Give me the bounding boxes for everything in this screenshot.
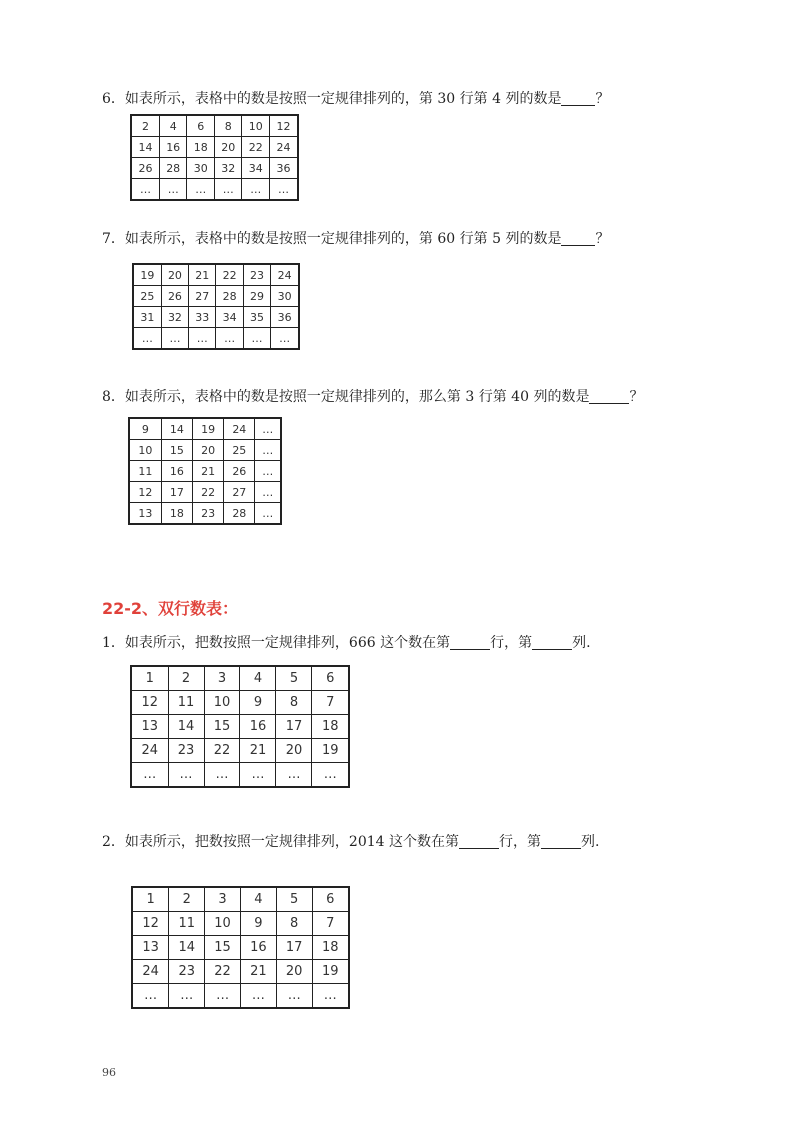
number-table-s2 [131, 886, 350, 1009]
table-cell: 11 [168, 691, 204, 715]
table-cell: 5 [276, 887, 312, 912]
table-cell: 15 [205, 936, 241, 960]
table-cell: 22 [242, 137, 270, 158]
table-cell: … [271, 328, 299, 350]
table-cell: … [242, 179, 270, 201]
table-cell: … [276, 984, 312, 1009]
table-cell: 34 [242, 158, 270, 179]
table-cell: 25 [224, 440, 255, 461]
table-cell: 23 [192, 503, 223, 525]
question-end: ？ [595, 231, 610, 247]
table-cell: 18 [312, 715, 349, 739]
table-row [129, 461, 281, 482]
table-cell: 26 [224, 461, 255, 482]
table-cell: … [243, 328, 270, 350]
table-cell: 25 [133, 286, 161, 307]
table-cell: 14 [131, 137, 159, 158]
table-row [131, 666, 349, 691]
table-cell: 2 [169, 887, 205, 912]
table-row [132, 984, 349, 1009]
table-cell: … [168, 763, 204, 788]
table-cell: 13 [131, 715, 168, 739]
table-cell: 31 [133, 307, 161, 328]
table-cell: … [131, 179, 159, 201]
answer-blank-row[interactable] [450, 635, 490, 650]
table-cell: 23 [169, 960, 205, 984]
table-cell: 10 [205, 912, 241, 936]
table-cell: 2 [168, 666, 204, 691]
answer-blank[interactable] [561, 91, 595, 106]
table-row [131, 715, 349, 739]
table-row [131, 763, 349, 788]
table-cell: … [276, 763, 312, 788]
question-number: 2． [102, 834, 125, 850]
table-cell: 19 [312, 739, 349, 763]
table-cell: … [312, 763, 349, 788]
table-cell: 35 [243, 307, 270, 328]
table-cell: 22 [192, 482, 223, 503]
section-title: 22-2、双行数表： [102, 599, 239, 618]
number-table-q7 [132, 263, 300, 350]
question-text: 如表所示，表格中的数是按照一定规律排列的，第 30 行第 4 列的数是 [124, 91, 562, 107]
table-cell: 22 [204, 739, 240, 763]
number-table-s1 [130, 665, 350, 788]
table-cell: 12 [132, 912, 169, 936]
table-cell: 8 [276, 912, 312, 936]
table-cell: 20 [214, 137, 242, 158]
table-cell: 21 [192, 461, 223, 482]
table-cell: 12 [129, 482, 161, 503]
table-cell: 18 [187, 137, 215, 158]
table-cell: 29 [243, 286, 270, 307]
table-cell: 10 [129, 440, 161, 461]
table-cell: 2 [131, 115, 159, 137]
question-text: 行，第 [499, 834, 541, 850]
table-row [132, 887, 349, 912]
table-row [133, 307, 299, 328]
table-cell: … [255, 482, 281, 503]
table-cell: 5 [276, 666, 312, 691]
table-cell: 15 [204, 715, 240, 739]
table-cell: 20 [192, 440, 223, 461]
table-cell: … [169, 984, 205, 1009]
table-cell: 17 [276, 715, 312, 739]
table-cell: 4 [240, 887, 276, 912]
table-row [131, 115, 298, 137]
table-cell: 1 [132, 887, 169, 912]
table-cell: 3 [204, 666, 240, 691]
table-row [129, 440, 281, 461]
table-row [132, 960, 349, 984]
page-number: 96 [102, 1066, 116, 1079]
table-row [131, 137, 298, 158]
table-cell: 13 [132, 936, 169, 960]
table-cell: 9 [129, 418, 161, 440]
table-cell: 14 [169, 936, 205, 960]
table-cell: 12 [270, 115, 299, 137]
table-cell: 27 [224, 482, 255, 503]
answer-blank-column[interactable] [541, 834, 581, 849]
table-cell: … [132, 984, 169, 1009]
table-cell: 4 [240, 666, 276, 691]
table-row [131, 691, 349, 715]
table-cell: 36 [270, 158, 299, 179]
table-cell: 30 [187, 158, 215, 179]
table-cell: 8 [214, 115, 242, 137]
table-cell: 21 [189, 264, 216, 286]
table-row [133, 264, 299, 286]
table-cell: 11 [169, 912, 205, 936]
table-cell: 4 [159, 115, 187, 137]
table-cell: … [131, 763, 168, 788]
question-text: 如表所示，表格中的数是按照一定规律排列的，那么第 3 行第 40 列的数是 [124, 389, 590, 405]
answer-blank-row[interactable] [459, 834, 499, 849]
table-cell: 24 [132, 960, 169, 984]
table-cell: 9 [240, 691, 276, 715]
table-cell: 18 [161, 503, 192, 525]
table-row [131, 158, 298, 179]
table-cell: 14 [168, 715, 204, 739]
table-cell: 33 [189, 307, 216, 328]
table-cell: 7 [312, 912, 349, 936]
table-row [131, 179, 298, 201]
table-cell: 8 [276, 691, 312, 715]
table-cell: 20 [276, 960, 312, 984]
table-cell: … [216, 328, 243, 350]
table-row [131, 739, 349, 763]
table-cell: 10 [204, 691, 240, 715]
table-cell: 30 [271, 286, 299, 307]
table-cell: … [159, 179, 187, 201]
table-cell: 1 [131, 666, 168, 691]
table-cell: 6 [312, 666, 349, 691]
table-cell: … [312, 984, 349, 1009]
table-cell: 28 [224, 503, 255, 525]
table-cell: 22 [205, 960, 241, 984]
question-text: 行，第 [490, 635, 533, 651]
table-cell: 16 [240, 936, 276, 960]
table-cell: 26 [131, 158, 159, 179]
number-table-q6 [130, 114, 299, 201]
table-cell: 16 [240, 715, 276, 739]
question-number: 6． [102, 91, 125, 107]
question-text: 如表所示，把数按照一定规律排列，2014 这个数在第 [124, 834, 459, 850]
table-cell: … [255, 503, 281, 525]
table-cell: 3 [205, 887, 241, 912]
table-cell: … [255, 440, 281, 461]
table-cell: 21 [240, 960, 276, 984]
question-end: ？ [595, 91, 610, 107]
table-cell: 16 [161, 461, 192, 482]
question-number: 1． [102, 635, 125, 651]
question-6 [102, 88, 609, 108]
question-number: 8． [102, 389, 125, 405]
table-cell: 7 [312, 691, 349, 715]
table-cell: … [240, 984, 276, 1009]
table-cell: 32 [161, 307, 188, 328]
section-question-2 [102, 831, 599, 851]
answer-blank[interactable] [561, 231, 595, 246]
question-text: 如表所示，把数按照一定规律排列，666 这个数在第 [124, 635, 451, 651]
table-cell: 12 [131, 691, 168, 715]
table-cell: … [270, 179, 299, 201]
table-cell: … [255, 461, 281, 482]
table-cell: 11 [129, 461, 161, 482]
table-cell: 17 [161, 482, 192, 503]
table-cell: 9 [240, 912, 276, 936]
table-cell: 24 [224, 418, 255, 440]
table-cell: 20 [276, 739, 312, 763]
table-row [132, 912, 349, 936]
table-cell: 19 [133, 264, 161, 286]
table-cell: 24 [271, 264, 299, 286]
table-row [133, 286, 299, 307]
table-cell: 36 [271, 307, 299, 328]
table-cell: 21 [240, 739, 276, 763]
table-cell: … [240, 763, 276, 788]
table-cell: 19 [192, 418, 223, 440]
question-7 [102, 228, 609, 248]
table-cell: 24 [270, 137, 299, 158]
table-cell: 34 [216, 307, 243, 328]
table-cell: 22 [216, 264, 243, 286]
table-cell: 15 [161, 440, 192, 461]
question-8 [102, 386, 643, 406]
table-row [129, 503, 281, 525]
section-question-1 [102, 632, 591, 652]
table-cell: 32 [214, 158, 242, 179]
table-cell: 26 [161, 286, 188, 307]
table-cell: 13 [129, 503, 161, 525]
answer-blank[interactable] [589, 389, 629, 404]
table-row [133, 328, 299, 350]
table-cell: 16 [159, 137, 187, 158]
question-end: ？ [629, 389, 644, 405]
table-cell: … [133, 328, 161, 350]
table-cell: 27 [189, 286, 216, 307]
table-cell: … [204, 763, 240, 788]
question-text: 如表所示，表格中的数是按照一定规律排列的，第 60 行第 5 列的数是 [124, 231, 562, 247]
question-number: 7． [102, 231, 125, 247]
table-cell: … [205, 984, 241, 1009]
answer-blank-column[interactable] [532, 635, 572, 650]
table-row [129, 482, 281, 503]
table-cell: 10 [242, 115, 270, 137]
table-cell: … [161, 328, 188, 350]
table-cell: 24 [131, 739, 168, 763]
table-cell: 23 [168, 739, 204, 763]
table-cell: … [255, 418, 281, 440]
table-cell: 20 [161, 264, 188, 286]
table-cell: … [214, 179, 242, 201]
table-cell: 14 [161, 418, 192, 440]
table-cell: 18 [312, 936, 349, 960]
table-cell: 23 [243, 264, 270, 286]
table-cell: 17 [276, 936, 312, 960]
table-cell: 28 [159, 158, 187, 179]
table-cell: … [189, 328, 216, 350]
table-cell: 6 [312, 887, 349, 912]
table-row [129, 418, 281, 440]
table-cell: … [187, 179, 215, 201]
table-cell: 6 [187, 115, 215, 137]
table-cell: 28 [216, 286, 243, 307]
number-table-q8 [128, 417, 282, 525]
table-row [132, 936, 349, 960]
question-end: 列. [572, 635, 591, 651]
question-end: 列. [581, 834, 600, 850]
table-cell: 19 [312, 960, 349, 984]
